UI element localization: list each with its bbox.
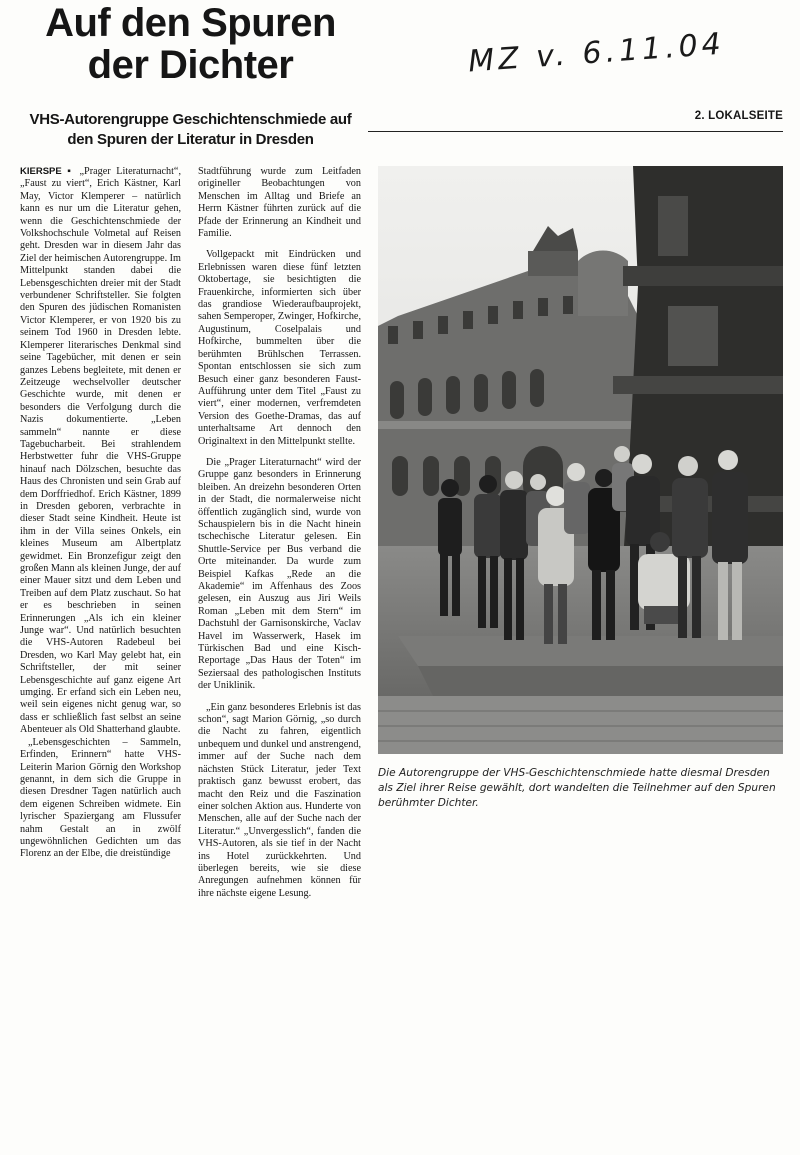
article-paragraph: Vollgepackt mit Eindrücken und Erlebnissen waren diese fünf letzten Oktobertage, sie besichtigten die Frauenkirche, informierten sich über das grandiose Wiederaufbauprojekt, sahen Semperoper, Zwinger, Hofkirche, Augustinum, Coselpalais und Hofkirche, bummelten über die berühmten Brühlschen Terrassen. Spontan entschlossen sie sich zum Besuch einer ganz besonderen Faust-Aufführung unter dem Titel „Faust zu viert“, einer modernen, verfremdeten Version des Goethe-Dramas, das auf unterhaltsame Art dennoch den Originaltext in den Mittelpunkt stellte. [198, 249, 361, 447]
article-column-1 [20, 166, 181, 861]
subheadline: VHS-Autorengruppe Geschichtenschmiede auf den Spuren der Literatur in Dresden [29, 111, 352, 148]
handwritten-date-note: MZ v. 6.11.04 [467, 26, 726, 80]
article-paragraph: Stadtführung wurde zum Leitfaden origineller Beobachtungen von Menschen im Alltag und Briefe an Herrn Kästner führten zurück auf die Pfade der Erinnerung an Kindheit und Familie. [198, 166, 361, 240]
article-column-2 [198, 166, 361, 900]
article-paragraph: Die „Prager Literaturnacht“ wird der Gruppe ganz besonders in Erinnerung bleiben. An dreizehn besonderen Orten in der Stadt, die normalerweise nicht öffentlich zugänglich sind, wurde von Schauspielern bis in die Nacht hinein tschechische Literatur gelesen. Ein Shuttle-Service per Bus verband die Orte miteinander. Da wurde zum Beispiel Kafkas „Rede an die Akademie“ im Affenhaus des Zoos gelesen, ein Auszug aus Jiri Weils Roman „Leben mit dem Stern“ im Dachstuhl der Garnisonskirche, Vaclav Havel im Wasserwerk, Hasek im Türkischen Bad und eine Kisch-Reportage „Das Haus der Toten“ im Seziersaal des pathologischen Instituts der Uniklinik. [198, 456, 361, 692]
group-photo [378, 166, 783, 754]
article-paragraph: KIERSPE ▪ „Prager Literaturnacht“, „Faust zu viert“, Erich Kästner, Karl May, Victor Klemperer – natürlich kann es nur um die Literatur gehen, wenn die Geschichtenschmiede der Volkshochschule Volmetal auf Reisen geht. Dresden war in diesem Jahr das Ziel der heimischen Autorengruppe. Im Mittelpunkt standen dabei die Lebensgeschichten dreier mit der Stadt verbundener Schriftsteller. Sie folgten den Spuren des jüdischen Romanisten Victor Klemperer, er von 1920 bis zu seinem Tod 1960 in Dresden lebte. Klemperer literarisches Denkmal sind seine Tagebücher, mit denen er sein ganzes Lebens begleitete, mit denen er Zeitzeuge wechselvoller deutscher Geschichte wurde, mit denen er besonders die Verfolgung durch die Nazis dokumentierte. „Leben sammeln“ nannte er diese Tagebucharbeit. Bei strahlendem Herbstwetter fuhr die VHS-Gruppe hinauf nach Dölzschen, besuchte das Haus des Chronisten und sein Grab auf dem Dorffriedhof. Erich Kästner, 1899 in Dresden geboren, verbrachte in dieser Stadt seine Kindheit. Heute ist ihm in der Villa seines Onkels, ein kleines Museum am Albertplatz gewidmet. Ein Bronzefigur zeigt den großen Mann als kleinen Junge, der auf einer Mauer sitzt und dem Leben und Treiben auf dem Platz zuschaut. So hat er es beschrieben in seinen Erinnerungen „Als ich ein kleiner Junge war“. Und natürlich besuchten die VHS-Autoren Radebeul bei Dresden, wo Karl May gelebt hat, ein Schriftsteller, der mit seiner Lebensgeschichte auf ganz eigene Art umging. Er erfand sich ein Leben neu, weil sein eigenes nicht genug war, so dass er schließlich fast selbst an seine Abenteuer als Old Shatterhand glaubte. [20, 166, 181, 736]
section-rule [368, 131, 783, 132]
article-paragraph: „Lebensgeschichten – Sammeln, Erfinden, Erinnern“ hatte VHS-Leiterin Marion Görnig den Workshop genannt, in dem sich die Gruppe in diesen Dresdner Tagen natürlich auch dem eigenen Schreiben widmete. Ein lyrischer Spaziergang am Flussufer nahm Gestalt an in zwölf ungewöhnlichen Gedichten um das Florenz an der Elbe, die dreistündige [20, 736, 181, 860]
section-label: 2. LOKALSEITE [694, 110, 783, 122]
article-paragraph: „Ein ganz besonderes Erlebnis ist das schon“, sagt Marion Görnig, „so durch die Nacht zu fahren, eigentlich unbequem und dunkel und anstrengend, immer auf der Suche nach dem nächsten Stück Literatur, jeder Text praktisch ganz bewusst erobert, das macht den Reiz und die Faszination einer solchen Aktion aus. Hunderte von Menschen, alle auf der Suche nach der Literatur.“ „Unvergesslich“, fanden die VHS-Autoren, als sie tief in der Nacht ins Hotel zurückkehrten. Und überlegen bereits, wie sie diese Anregungen aufnehmen können für ihre nächste eigene Lesung. [198, 701, 361, 899]
group-photo-semperoper-icon [378, 166, 783, 754]
headline: Auf den Spuren der Dichter [45, 1, 336, 87]
photo-caption: Die Autorengruppe der VHS-Geschichtenschmiede hatte diesmal Dresden als Ziel ihrer Reise gewählt, dort wandelten die Teilnehmer auf den Spuren berühmter Dichter. [378, 767, 776, 809]
dateline: KIERSPE [20, 166, 62, 177]
